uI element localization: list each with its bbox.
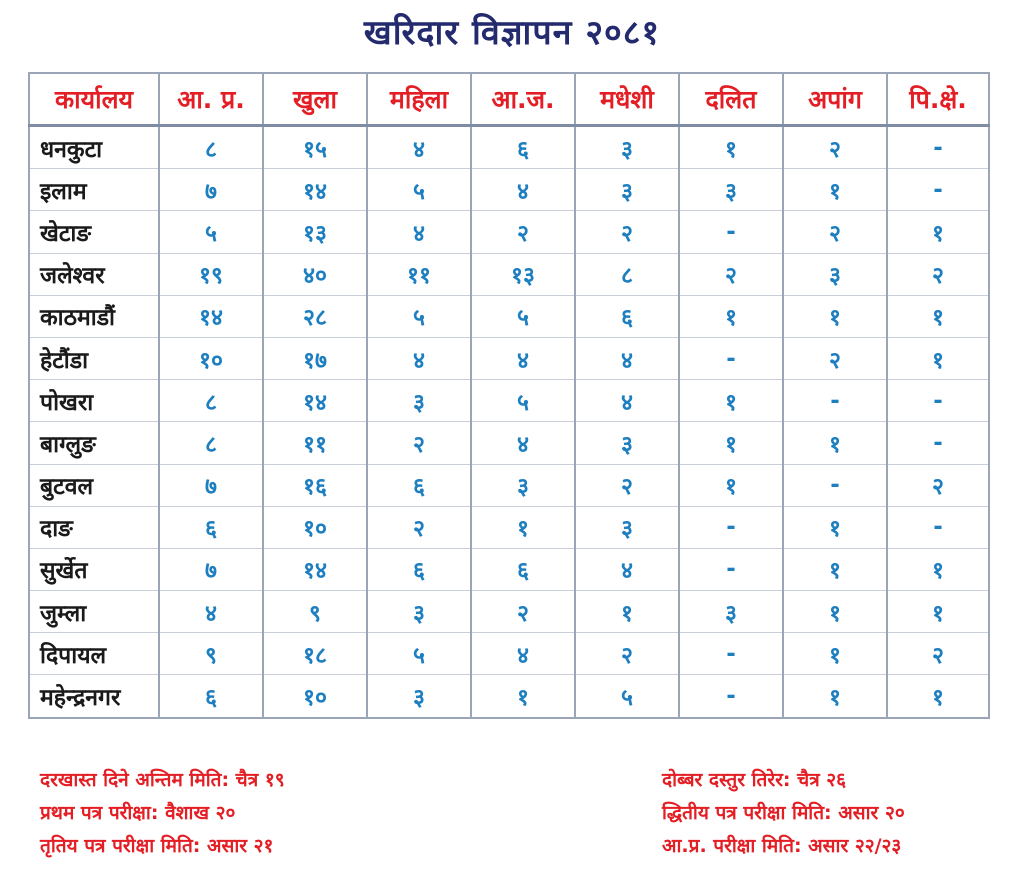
vacancy-count-cell: ६ <box>159 506 263 548</box>
vacancy-count-cell: १ <box>575 591 679 633</box>
vacancy-count-cell: - <box>679 675 783 718</box>
vacancy-count-cell: - <box>783 380 887 422</box>
vacancy-count-cell: ८ <box>159 380 263 422</box>
table-row <box>29 506 989 548</box>
application-deadline: दरखास्त दिने अन्तिम मिति: चैत्र १९ <box>40 769 285 791</box>
vacancy-count-cell: १ <box>783 295 887 337</box>
vacancy-count-cell: २ <box>679 253 783 295</box>
vacancy-count-cell: ६ <box>159 675 263 718</box>
footer-left <box>40 764 285 863</box>
office-name-cell: काठमाडौं <box>29 295 159 337</box>
vacancy-count-cell: १ <box>471 675 575 718</box>
table-row <box>29 253 989 295</box>
vacancy-count-cell: १४ <box>263 548 367 590</box>
vacancy-count-cell: ३ <box>679 591 783 633</box>
vacancy-count-cell: ५ <box>159 211 263 253</box>
vacancy-count-cell: ८ <box>159 126 263 169</box>
vacancy-count-cell: १ <box>783 591 887 633</box>
vacancy-count-cell: ५ <box>575 675 679 718</box>
vacancy-count-cell: १४ <box>263 380 367 422</box>
vacancy-count-cell: २ <box>575 464 679 506</box>
table-row <box>29 548 989 590</box>
first-paper-date: प्रथम पत्र परीक्षा: वैशाख २० <box>40 802 236 824</box>
vacancy-count-cell: ४ <box>471 422 575 464</box>
office-name-cell: जुम्ला <box>29 591 159 633</box>
vacancy-count-cell: ११ <box>367 253 471 295</box>
vacancy-count-cell: १ <box>783 675 887 718</box>
vacancy-count-cell: २ <box>783 337 887 379</box>
vacancy-count-cell: १ <box>783 506 887 548</box>
vacancy-count-cell: १ <box>783 548 887 590</box>
vacancy-count-cell: २ <box>783 126 887 169</box>
office-name-cell: महेन्द्रनगर <box>29 675 159 718</box>
vacancy-count-cell: ४ <box>367 337 471 379</box>
vacancy-count-cell: ४ <box>471 337 575 379</box>
vacancy-count-cell: १० <box>159 337 263 379</box>
vacancy-count-cell: ४ <box>159 591 263 633</box>
vacancy-count-cell: ४ <box>471 169 575 211</box>
vacancy-count-cell: ६ <box>575 295 679 337</box>
office-name-cell: दाङ <box>29 506 159 548</box>
office-name-cell: पोखरा <box>29 380 159 422</box>
vacancy-count-cell: ५ <box>367 169 471 211</box>
vacancy-count-cell: १ <box>783 169 887 211</box>
vacancy-count-cell: ६ <box>367 548 471 590</box>
vacancy-count-cell: ७ <box>159 169 263 211</box>
vacancy-count-cell: ७ <box>159 548 263 590</box>
table-row <box>29 675 989 718</box>
header-open: खुला <box>263 73 367 126</box>
table-row <box>29 337 989 379</box>
header-madhesi: मधेशी <box>575 73 679 126</box>
office-name-cell: सुर्खेत <box>29 548 159 590</box>
vacancy-count-cell: २ <box>887 633 989 675</box>
vacancy-count-cell: २ <box>471 211 575 253</box>
vacancy-count-cell: १३ <box>471 253 575 295</box>
header-disabled: अपांग <box>783 73 887 126</box>
table-row <box>29 422 989 464</box>
vacancy-count-cell: ९ <box>159 633 263 675</box>
office-name-cell: दिपायल <box>29 633 159 675</box>
vacancy-count-cell: ४० <box>263 253 367 295</box>
vacancy-table <box>28 72 990 719</box>
vacancy-count-cell: १ <box>679 422 783 464</box>
vacancy-count-cell: २ <box>575 633 679 675</box>
vacancy-count-cell: - <box>679 337 783 379</box>
header-internal-promotion: आ. प्र. <box>159 73 263 126</box>
vacancy-count-cell: ३ <box>575 422 679 464</box>
vacancy-count-cell: - <box>783 464 887 506</box>
table-row <box>29 591 989 633</box>
vacancy-count-cell: ४ <box>471 633 575 675</box>
vacancy-count-cell: ४ <box>575 548 679 590</box>
vacancy-count-cell: ४ <box>575 337 679 379</box>
vacancy-count-cell: १ <box>887 548 989 590</box>
vacancy-count-cell: १६ <box>263 464 367 506</box>
vacancy-count-cell: १ <box>679 464 783 506</box>
vacancy-count-cell: १ <box>783 422 887 464</box>
office-name-cell: धनकुटा <box>29 126 159 169</box>
vacancy-count-cell: ४ <box>367 126 471 169</box>
table-row <box>29 169 989 211</box>
table-row <box>29 211 989 253</box>
vacancy-count-cell: ५ <box>367 295 471 337</box>
vacancy-count-cell: - <box>679 633 783 675</box>
vacancy-count-cell: १ <box>887 337 989 379</box>
office-name-cell: बाग्लुङ <box>29 422 159 464</box>
second-paper-date: द्धितीय पत्र परीक्षा मिति: असार २० <box>662 802 905 824</box>
table-row <box>29 295 989 337</box>
vacancy-count-cell: १ <box>887 591 989 633</box>
footer-right <box>662 764 905 863</box>
vacancy-count-cell: २ <box>471 591 575 633</box>
vacancy-count-cell: ५ <box>367 633 471 675</box>
vacancy-count-cell: ५ <box>471 295 575 337</box>
vacancy-count-cell: ३ <box>575 126 679 169</box>
vacancy-count-cell: २ <box>367 422 471 464</box>
table-row <box>29 633 989 675</box>
vacancy-count-cell: ४ <box>367 211 471 253</box>
vacancy-count-cell: १० <box>263 506 367 548</box>
vacancy-count-cell: ११ <box>263 422 367 464</box>
table-row <box>29 380 989 422</box>
page-title: खरिदार विज्ञापन २०८१ <box>363 13 661 53</box>
vacancy-count-cell: १ <box>887 675 989 718</box>
vacancy-count-cell: २ <box>783 211 887 253</box>
vacancy-count-cell: ६ <box>471 548 575 590</box>
vacancy-count-cell: १८ <box>263 633 367 675</box>
office-name-cell: बुटवल <box>29 464 159 506</box>
table-row <box>29 464 989 506</box>
table-row <box>29 126 989 169</box>
vacancy-count-cell: १ <box>783 633 887 675</box>
vacancy-count-cell: ३ <box>367 591 471 633</box>
vacancy-count-cell: - <box>887 380 989 422</box>
vacancy-count-cell: - <box>887 169 989 211</box>
vacancy-count-cell: १ <box>471 506 575 548</box>
vacancy-count-cell: १० <box>263 675 367 718</box>
vacancy-count-cell: ३ <box>471 464 575 506</box>
vacancy-count-cell: १३ <box>263 211 367 253</box>
vacancy-count-cell: ७ <box>159 464 263 506</box>
vacancy-count-cell: १ <box>679 380 783 422</box>
office-name-cell: इलाम <box>29 169 159 211</box>
vacancy-count-cell: - <box>887 126 989 169</box>
third-paper-date: तृतिय पत्र परीक्षा मिति: असार २१ <box>40 835 274 857</box>
office-name-cell: खेटाङ <box>29 211 159 253</box>
vacancy-count-cell: ३ <box>367 380 471 422</box>
office-name-cell: हेटौंडा <box>29 337 159 379</box>
vacancy-count-cell: १४ <box>263 169 367 211</box>
vacancy-count-cell: २८ <box>263 295 367 337</box>
vacancy-count-cell: १ <box>679 126 783 169</box>
vacancy-count-cell: ४ <box>575 380 679 422</box>
header-backward-region: पि.क्षे. <box>887 73 989 126</box>
vacancy-count-cell: २ <box>887 253 989 295</box>
vacancy-count-cell: ३ <box>367 675 471 718</box>
vacancy-count-cell: ९ <box>263 591 367 633</box>
vacancy-count-cell: ५ <box>471 380 575 422</box>
header-women: महिला <box>367 73 471 126</box>
vacancy-count-cell: ३ <box>575 169 679 211</box>
office-name-cell: जलेश्वर <box>29 253 159 295</box>
vacancy-count-cell: १४ <box>159 295 263 337</box>
vacancy-count-cell: ३ <box>783 253 887 295</box>
vacancy-count-cell: २ <box>367 506 471 548</box>
vacancy-count-cell: २ <box>575 211 679 253</box>
vacancy-count-cell: १ <box>887 211 989 253</box>
vacancy-count-cell: २ <box>887 464 989 506</box>
vacancy-count-cell: ६ <box>367 464 471 506</box>
header-indigenous: आ.ज. <box>471 73 575 126</box>
vacancy-count-cell: ३ <box>575 506 679 548</box>
vacancy-count-cell: - <box>679 506 783 548</box>
table-header-row <box>29 73 989 126</box>
vacancy-count-cell: १९ <box>159 253 263 295</box>
vacancy-count-cell: १७ <box>263 337 367 379</box>
internal-promotion-exam-date: आ.प्र. परीक्षा मिति: असार २२/२३ <box>662 835 902 857</box>
vacancy-count-cell: ६ <box>471 126 575 169</box>
vacancy-count-cell: १५ <box>263 126 367 169</box>
vacancy-count-cell: - <box>679 211 783 253</box>
header-dalit: दलित <box>679 73 783 126</box>
vacancy-count-cell: ८ <box>575 253 679 295</box>
header-office: कार्यालय <box>29 73 159 126</box>
vacancy-count-cell: - <box>887 506 989 548</box>
vacancy-count-cell: - <box>679 548 783 590</box>
vacancy-count-cell: - <box>887 422 989 464</box>
double-fee-deadline: दोब्बर दस्तुर तिरेर: चैत्र २६ <box>662 769 847 791</box>
vacancy-count-cell: ३ <box>679 169 783 211</box>
vacancy-count-cell: १ <box>679 295 783 337</box>
vacancy-count-cell: ८ <box>159 422 263 464</box>
vacancy-count-cell: १ <box>887 295 989 337</box>
